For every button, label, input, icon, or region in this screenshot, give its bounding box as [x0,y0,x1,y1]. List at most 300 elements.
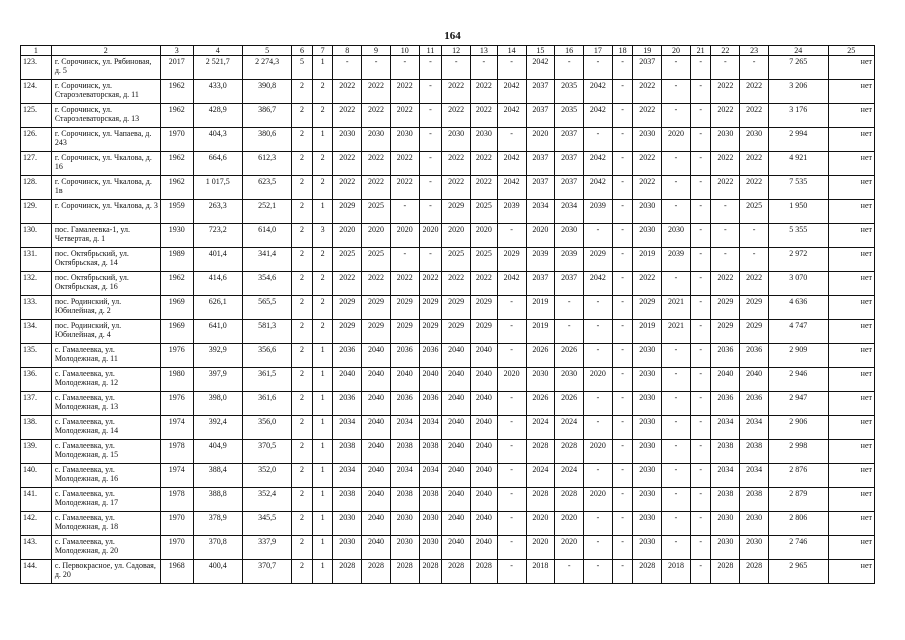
table-cell: 2037 [555,128,584,152]
table-cell: 2020 [419,224,442,248]
table-cell: 1968 [160,560,193,584]
table-cell: 263,3 [193,200,242,224]
table-cell: 4 747 [768,320,828,344]
table-cell: 2036 [711,392,740,416]
table-cell: 2022 [333,80,362,104]
table-cell: 2030 [740,536,769,560]
table-cell: 2038 [333,440,362,464]
table-cell: 2029 [333,320,362,344]
column-number-header: 22 [711,46,740,56]
table-cell: 2024 [555,464,584,488]
table-cell: 2017 [160,56,193,80]
table-cell: - [390,200,419,224]
table-cell: 2028 [526,488,555,512]
column-number-header: 8 [333,46,362,56]
table-cell: 2 994 [768,128,828,152]
table-cell: 1 [312,488,333,512]
table-cell: 1980 [160,368,193,392]
table-cell: 2029 [419,296,442,320]
table-cell: - [612,128,633,152]
table-cell: 2028 [419,560,442,584]
column-number-header: 21 [690,46,711,56]
table-cell: 1978 [160,440,193,464]
table-cell: 2028 [442,560,471,584]
table-cell: - [711,200,740,224]
table-cell: 2020 [555,536,584,560]
table-cell: 2026 [555,392,584,416]
table-cell: 2030 [555,224,584,248]
column-number-header: 12 [442,46,471,56]
table-cell: 2020 [497,368,526,392]
table-cell: - [690,248,711,272]
address-cell: г. Сорочинск, ул. Чкалова, д. 1в [51,176,160,200]
table-cell: 2030 [633,368,662,392]
table-cell: 2030 [333,536,362,560]
table-cell: 2029 [442,320,471,344]
table-row [21,128,875,152]
table-cell: 397,9 [193,368,242,392]
table-cell: 1 [312,512,333,536]
table-cell: 565,5 [242,296,291,320]
table-cell: - [690,80,711,104]
table-cell: 2019 [633,320,662,344]
table-cell: 2030 [633,512,662,536]
table-row [21,392,875,416]
table-cell: 2029 [633,296,662,320]
table-cell: 380,6 [242,128,291,152]
table-cell: 2042 [497,272,526,296]
table-cell: 2025 [333,248,362,272]
table-cell: 2020 [526,536,555,560]
table-cell: - [612,416,633,440]
table-cell: 337,9 [242,536,291,560]
table-cell: 2030 [333,512,362,536]
table-cell: 2040 [442,536,471,560]
address-cell: пос. Родинский, ул. Юбилейная, д. 2 [51,296,160,320]
table-cell: 1976 [160,392,193,416]
row-number-cell: 128. [21,176,52,200]
table-cell: 2022 [471,104,498,128]
table-row [21,464,875,488]
table-cell: 2029 [362,296,391,320]
table-cell: 2037 [555,272,584,296]
address-cell: г. Сорочинск, ул. Чапаева, д. 243 [51,128,160,152]
table-cell: 581,3 [242,320,291,344]
table-cell: 2040 [471,416,498,440]
table-cell: - [612,440,633,464]
table-cell: 2037 [555,176,584,200]
column-number-header: 18 [612,46,633,56]
table-cell: 2020 [584,488,613,512]
table-cell: 2026 [526,344,555,368]
row-number-cell: 126. [21,128,52,152]
table-cell: - [555,56,584,80]
table-cell: 2022 [333,272,362,296]
table-cell: 1970 [160,512,193,536]
table-cell: 2022 [633,80,662,104]
table-cell: 2042 [584,104,613,128]
address-cell: с. Гамалеевка, ул. Молодежная, д. 20 [51,536,160,560]
table-row [21,80,875,104]
table-cell: - [690,416,711,440]
table-cell: - [662,344,691,368]
table-cell: 2 998 [768,440,828,464]
table-cell: - [612,512,633,536]
table-cell: - [662,200,691,224]
table-cell: - [711,224,740,248]
table-cell: - [690,392,711,416]
table-cell: 2036 [390,392,419,416]
table-cell: нет [828,200,874,224]
table-cell: 341,4 [242,248,291,272]
table-cell: 2 [292,488,313,512]
table-cell: 433,0 [193,80,242,104]
table-cell: 2 [292,440,313,464]
table-cell: - [555,320,584,344]
table-cell: 2034 [740,464,769,488]
table-cell: 2 [292,512,313,536]
table-cell: 7 265 [768,56,828,80]
table-cell: - [612,296,633,320]
table-cell: 2 [292,416,313,440]
table-cell: 2029 [442,200,471,224]
row-number-cell: 142. [21,512,52,536]
table-cell: - [419,200,442,224]
table-cell: 2034 [390,464,419,488]
table-cell: 2037 [526,272,555,296]
table-cell: 2036 [740,392,769,416]
table-row [21,440,875,464]
table-cell: 2030 [633,416,662,440]
table-cell: 2 [292,344,313,368]
table-cell: 2037 [555,152,584,176]
row-number-cell: 139. [21,440,52,464]
table-cell: нет [828,248,874,272]
table-cell: 2037 [526,152,555,176]
table-cell: - [662,536,691,560]
table-cell: - [662,416,691,440]
address-cell: г. Сорочинск, ул. Чкалова, д. 16 [51,152,160,176]
table-cell: 390,8 [242,80,291,104]
table-cell: 2020 [526,128,555,152]
table-cell: - [442,56,471,80]
table-cell: нет [828,272,874,296]
table-cell: 2040 [442,368,471,392]
address-cell: пос. Октябрьский, ул. Октябрьская, д. 16 [51,272,160,296]
table-cell: 2025 [442,248,471,272]
table-cell: - [584,392,613,416]
table-cell: 2022 [471,176,498,200]
table-cell: 1989 [160,248,193,272]
table-cell: 2 [292,104,313,128]
table-cell: 2022 [633,176,662,200]
table-cell: 2 [292,560,313,584]
table-cell: 2040 [419,368,442,392]
table-cell: - [690,176,711,200]
table-cell: 2022 [333,104,362,128]
table-cell: 2 946 [768,368,828,392]
column-number-header: 11 [419,46,442,56]
table-cell: 2 [292,320,313,344]
table-cell: нет [828,296,874,320]
table-cell: 2 [312,104,333,128]
table-cell: 2 879 [768,488,828,512]
table-cell: - [497,416,526,440]
table-cell: 4 636 [768,296,828,320]
table-cell: 3 176 [768,104,828,128]
table-cell: 7 535 [768,176,828,200]
table-cell: 2030 [390,536,419,560]
table-cell: 2039 [662,248,691,272]
table-cell: 1970 [160,128,193,152]
table-cell: 2 972 [768,248,828,272]
column-number-header: 14 [497,46,526,56]
table-cell: 2022 [362,80,391,104]
table-cell: 2040 [362,512,391,536]
table-cell: 2020 [442,224,471,248]
column-number-header: 20 [662,46,691,56]
row-number-cell: 133. [21,296,52,320]
table-cell: - [497,224,526,248]
table-row [21,152,875,176]
table-cell: - [584,224,613,248]
table-cell: - [584,560,613,584]
table-cell: 352,0 [242,464,291,488]
table-cell: нет [828,104,874,128]
table-cell: 2022 [390,272,419,296]
table-cell: - [497,464,526,488]
row-number-cell: 141. [21,488,52,512]
table-cell: 2022 [442,104,471,128]
table-cell: 1 [312,344,333,368]
table-cell: 2 [292,128,313,152]
table-cell: - [662,512,691,536]
address-cell: с. Гамалеевка, ул. Молодежная, д. 15 [51,440,160,464]
column-number-header: 15 [526,46,555,56]
row-number-cell: 136. [21,368,52,392]
table-cell: 626,1 [193,296,242,320]
row-number-cell: 138. [21,416,52,440]
table-cell: 2026 [526,392,555,416]
table-cell: - [662,392,691,416]
table-cell: 2030 [633,200,662,224]
table-cell: - [555,296,584,320]
table-cell: 2040 [362,416,391,440]
table-cell: 2042 [584,80,613,104]
table-cell: 2 521,7 [193,56,242,80]
table-cell: 2020 [555,512,584,536]
table-cell: 2022 [442,152,471,176]
table-cell: 2022 [633,104,662,128]
table-cell: 664,6 [193,152,242,176]
table-cell: 2030 [419,536,442,560]
table-cell: 2020 [526,224,555,248]
table-cell: 2020 [362,224,391,248]
table-cell: - [612,176,633,200]
table-cell: 2 [292,152,313,176]
table-cell: 2040 [471,392,498,416]
table-cell: нет [828,392,874,416]
table-cell: 354,6 [242,272,291,296]
table-cell: 2028 [333,560,362,584]
table-cell: - [612,320,633,344]
table-cell: - [662,272,691,296]
table-cell: 723,2 [193,224,242,248]
table-cell: 2028 [362,560,391,584]
table-cell: 2022 [362,272,391,296]
row-number-cell: 144. [21,560,52,584]
table-cell: - [419,80,442,104]
table-cell: 414,6 [193,272,242,296]
table-cell: 2030 [419,512,442,536]
table-cell: 4 921 [768,152,828,176]
table-cell: 2030 [633,464,662,488]
table-cell: 2022 [390,152,419,176]
table-cell: 2022 [740,152,769,176]
table-cell: 1 [312,416,333,440]
table-cell: 2034 [526,200,555,224]
table-cell: - [497,296,526,320]
table-cell: 2030 [633,536,662,560]
table-cell: 2022 [740,80,769,104]
table-cell: 2035 [555,80,584,104]
table-cell: 2 [312,320,333,344]
table-cell: 2029 [711,320,740,344]
table-cell: 2022 [711,80,740,104]
table-cell: 1 017,5 [193,176,242,200]
table-row [21,224,875,248]
table-cell: - [690,296,711,320]
table-cell: 2022 [471,152,498,176]
table-cell: - [690,464,711,488]
table-cell: 2 [292,224,313,248]
table-cell: - [497,56,526,80]
address-cell: с. Гамалеевка, ул. Молодежная, д. 12 [51,368,160,392]
table-cell: 2040 [333,368,362,392]
table-cell: 2029 [362,320,391,344]
table-cell: 2034 [711,416,740,440]
row-number-cell: 137. [21,392,52,416]
row-number-cell: 125. [21,104,52,128]
table-cell: 2030 [633,392,662,416]
column-number-header: 2 [51,46,160,56]
row-number-cell: 123. [21,56,52,80]
table-cell: - [612,80,633,104]
table-cell: - [612,56,633,80]
table-cell: 2030 [662,224,691,248]
table-cell: 2019 [526,296,555,320]
table-cell: 1 [312,560,333,584]
table-cell: 2024 [555,416,584,440]
table-cell: 2030 [740,128,769,152]
table-cell: 398,0 [193,392,242,416]
table-cell: 2040 [442,464,471,488]
table-cell: 370,5 [242,440,291,464]
table-cell: 2038 [390,440,419,464]
table-cell: 2028 [711,560,740,584]
table-cell: 2040 [442,416,471,440]
table-cell: нет [828,320,874,344]
table-cell: 2036 [419,344,442,368]
table-cell: - [584,344,613,368]
table-cell: 2 274,3 [242,56,291,80]
row-number-cell: 135. [21,344,52,368]
table-cell: 361,6 [242,392,291,416]
table-cell: 2020 [662,128,691,152]
table-cell: - [690,488,711,512]
table-cell: 2042 [526,56,555,80]
table-cell: 2039 [555,248,584,272]
table-cell: - [690,344,711,368]
table-cell: - [584,536,613,560]
table-cell: - [662,488,691,512]
table-cell: 1 [312,536,333,560]
table-cell: 2022 [711,104,740,128]
table-cell: 2038 [711,440,740,464]
row-number-cell: 140. [21,464,52,488]
table-cell: - [690,200,711,224]
table-cell: 2034 [555,200,584,224]
column-number-header: 1 [21,46,52,56]
table-cell: 400,4 [193,560,242,584]
table-cell: 1 [312,368,333,392]
table-cell: 2038 [711,488,740,512]
table-cell: 428,9 [193,104,242,128]
table-cell: 1962 [160,104,193,128]
table-cell: - [497,488,526,512]
table-cell: 5 355 [768,224,828,248]
address-cell: с. Гамалеевка, ул. Молодежная, д. 18 [51,512,160,536]
table-cell: 2042 [584,152,613,176]
table-cell: 1976 [160,344,193,368]
table-cell: 2022 [362,176,391,200]
table-cell: 392,9 [193,344,242,368]
table-cell: 3 [312,224,333,248]
table-row [21,368,875,392]
table-cell: 404,3 [193,128,242,152]
table-cell: - [612,368,633,392]
table-cell: 2036 [711,344,740,368]
table-cell: 2022 [442,272,471,296]
table-cell: - [740,248,769,272]
table-row [21,296,875,320]
table-cell: 2034 [333,464,362,488]
table-cell: 2022 [740,272,769,296]
table-cell: - [662,368,691,392]
table-cell: нет [828,560,874,584]
table-row [21,56,875,80]
table-cell: 2040 [362,536,391,560]
table-cell: 2 746 [768,536,828,560]
table-cell: 2020 [584,440,613,464]
table-cell: 1 [312,56,333,80]
table-cell: 2040 [471,536,498,560]
table-cell: 2037 [633,56,662,80]
table-cell: - [497,344,526,368]
table-cell: 392,4 [193,416,242,440]
row-number-cell: 132. [21,272,52,296]
table-cell: - [612,536,633,560]
table-cell: 2 [292,80,313,104]
row-number-cell: 124. [21,80,52,104]
table-cell: - [497,440,526,464]
table-cell: 404,9 [193,440,242,464]
table-cell: 2030 [390,512,419,536]
table-cell: 1978 [160,488,193,512]
table-cell: 2022 [711,272,740,296]
table-cell: 2022 [471,80,498,104]
table-cell: - [690,320,711,344]
